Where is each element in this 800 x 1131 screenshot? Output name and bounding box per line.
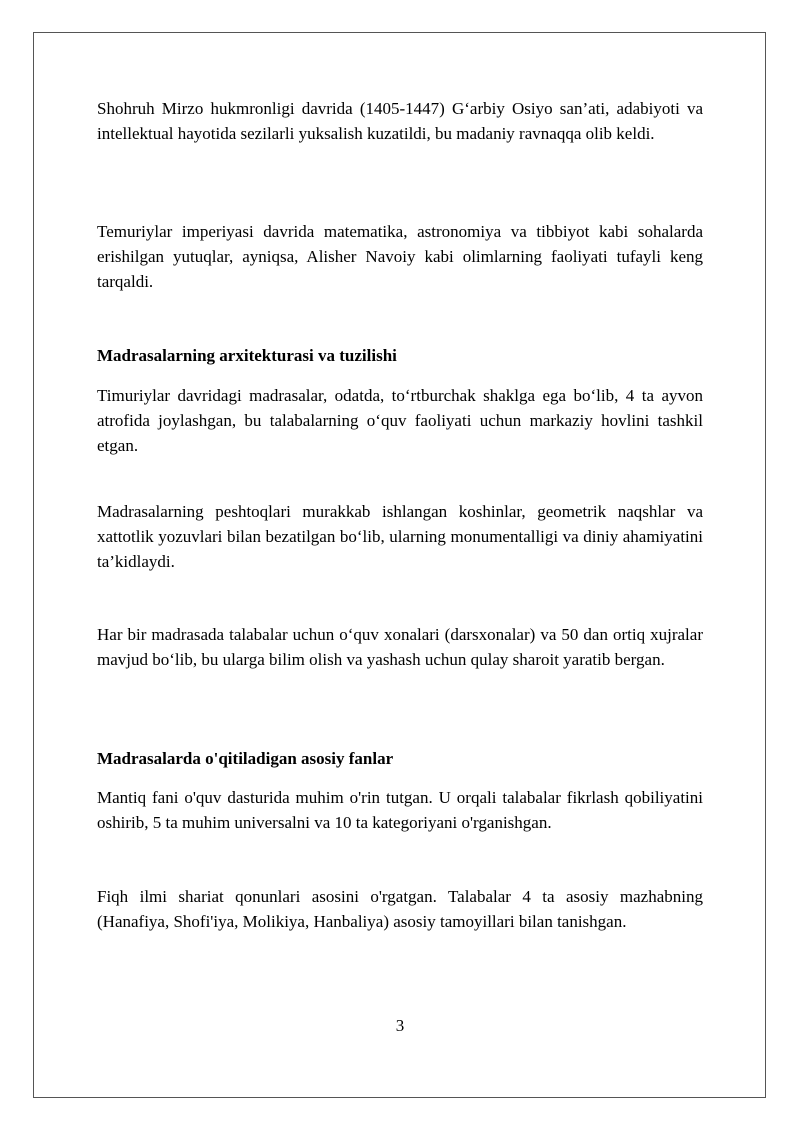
page-number: 3 [395, 1016, 405, 1035]
paragraph-madrasa-shape: Timuriylar davridagi madrasalar, odatda, to‘rtburchak shaklga ega bo‘lib, 4 ta ayvon atrofida joylashgan, bu talabalarning o‘quv faoliyati uchun markaziy hovlini tashkil etgan. [97, 386, 703, 455]
paragraph-shohruh-mirzo: Shohruh Mirzo hukmronligi davrida (1405-1447) G‘arbiy Osiyo san’ati, adabiyoti va intellektual hayotida sezilarli yuksalish kuzatildi, bu madaniy ravnaqqa olib keldi. [97, 99, 703, 143]
heading-main-subjects: Madrasalarda o'qitiladigan asosiy fanlar [97, 749, 394, 768]
paragraph-mantiq: Mantiq fani o'quv dasturida muhim o'rin tutgan. U orqali talabalar fikrlash qobiliyatini oshirib, 5 ta muhim universalni va 10 ta kategoriyani o'rganishgan. [97, 788, 703, 832]
paragraph-fiqh: Fiqh ilmi shariat qonunlari asosini o'rgatgan. Talabalar 4 ta asosiy mazhabning (Hanafiya, Shofi'iya, Molikiya, Hanbaliya) asosiy tamoyillari bilan tanishgan. [97, 887, 703, 931]
heading-madrasa-architecture: Madrasalarning arxitekturasi va tuzilishi [97, 346, 397, 365]
paragraph-temuriylar-imperiyasi: Temuriylar imperiyasi davrida matematika, astronomiya va tibbiyot kabi sohalarda erishilgan yutuqlar, ayniqsa, Alisher Navoiy kabi olimlarning faoliyati tufayli keng tarqaldi. [97, 222, 703, 291]
paragraph-madrasa-peshtoq: Madrasalarning peshtoqlari murakkab ishlangan koshinlar, geometrik naqshlar va xattotlik yozuvlari bilan bezatilgan bo‘lib, ularning monumentalligi va diniy ahamiyatini ta’kidlaydi. [97, 502, 703, 571]
paragraph-madrasa-rooms: Har bir madrasada talabalar uchun o‘quv xonalari (darsxonalar) va 50 dan ortiq xujralar mavjud bo‘lib, bu ularga bilim olish va yashash uchun qulay sharoit yaratib bergan. [97, 625, 703, 669]
